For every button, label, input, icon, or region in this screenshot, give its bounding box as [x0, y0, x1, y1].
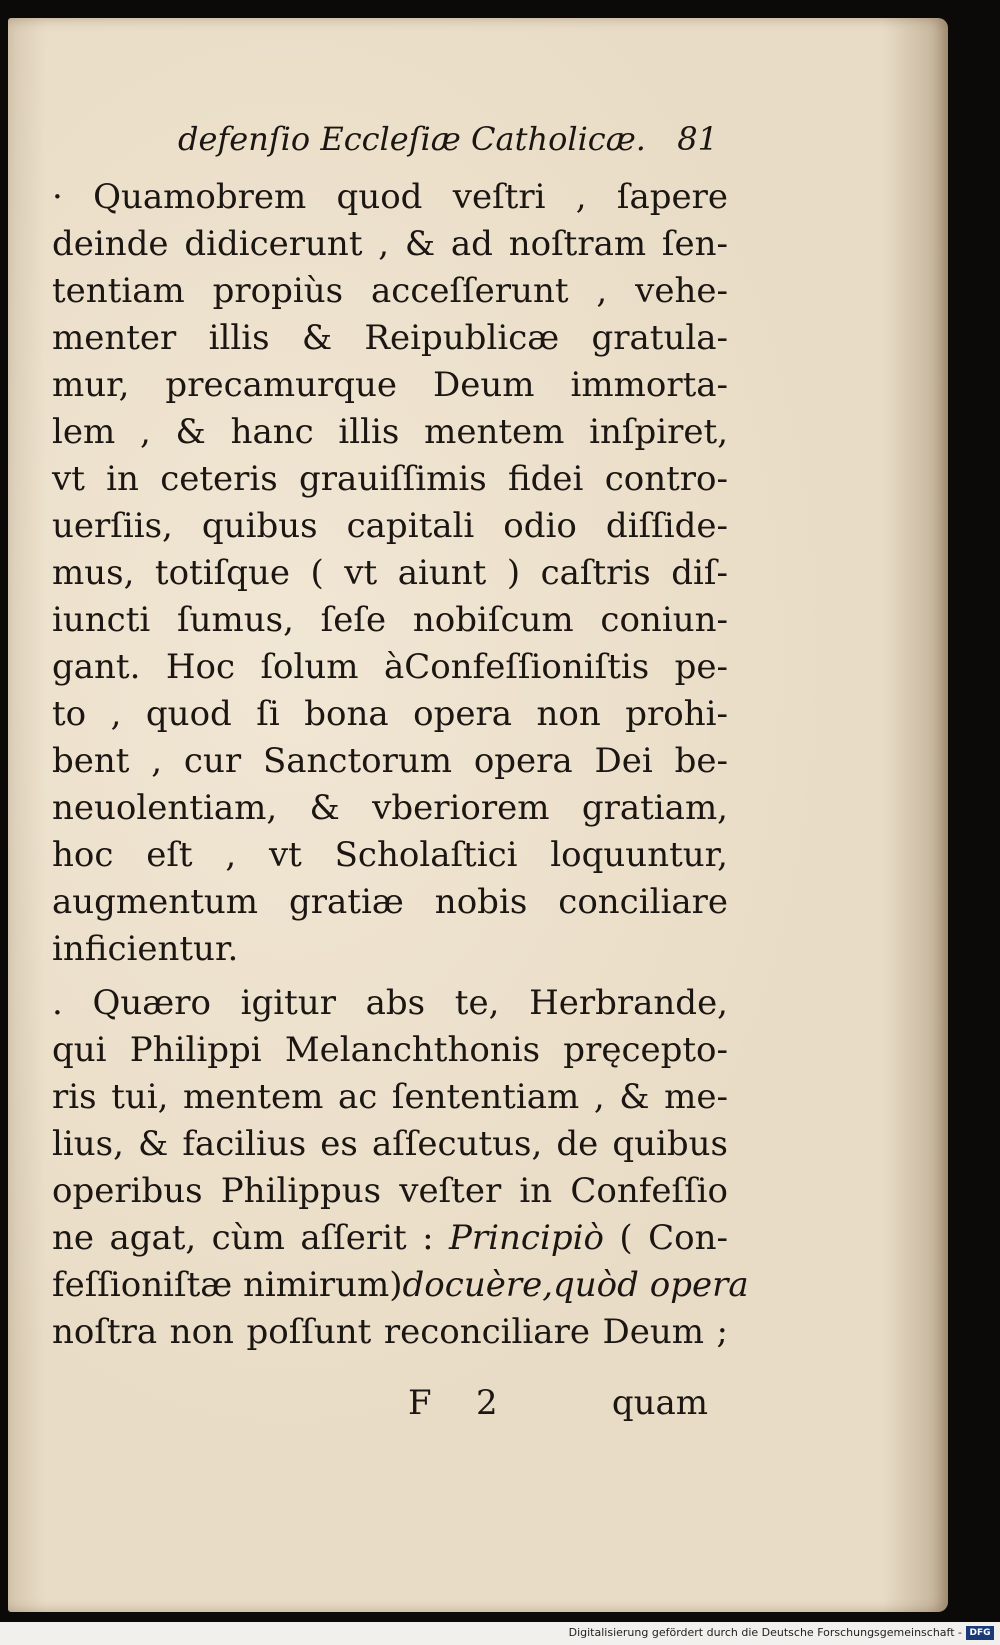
signature-mark: F	[408, 1383, 432, 1423]
catchword: quam	[611, 1383, 708, 1423]
footer-bar	[0, 1622, 1000, 1645]
text-line	[52, 1213, 728, 1263]
text-line: gant. Hoc ſolum àConfeſſioniſtis pe-	[52, 647, 728, 687]
italic-segment: docuère,quòd opera	[402, 1265, 749, 1305]
text-line: neuolentiam, & vberiorem gratiam,	[52, 788, 728, 828]
text-line: bent , cur Sanctorum opera Dei be-	[52, 741, 728, 781]
funding-credit: Digitalisierung gefördert durch die Deutsche Forschungsgemeinschaft -	[568, 1626, 962, 1639]
text-line: deinde didicerunt , & ad noſtram ſen-	[52, 224, 728, 264]
text-line: tentiam propiùs acceſſerunt , vehe-	[52, 271, 728, 311]
text-line: ris tui, mentem ac ſententiam , & me-	[52, 1077, 728, 1117]
text-line: vt in ceteris grauiſſimis fidei contro-	[52, 459, 728, 499]
text-line: lem , & hanc illis mentem inſpiret,	[52, 412, 728, 452]
dfg-logo-icon: DFG	[966, 1626, 994, 1640]
text-line: noſtra non poſſunt reconciliare Deum ;	[52, 1312, 728, 1352]
text-line: to , quod ſi bona opera non prohi-	[52, 694, 728, 734]
text-line: mus, totiſque ( vt aiunt ) caſtris diſ-	[52, 553, 728, 593]
text-line: . Quæro igitur abs te, Herbrande,	[52, 983, 728, 1023]
signature-number: 2	[476, 1383, 498, 1423]
text-line: · Quamobrem quod veſtri , ſapere	[52, 177, 728, 217]
running-title: defenſio Eccleſiæ Catholicæ.	[178, 120, 646, 158]
text-line: menter illis & Reipublicæ gratula-	[52, 318, 728, 358]
text-line: qui Philippi Melanchthonis pręcepto-	[52, 1030, 728, 1070]
text-line: operibus Philippus veſter in Confeſſio	[52, 1171, 728, 1211]
signature-line	[408, 1378, 708, 1428]
text-segment: feſſioniſtæ nimirum)	[52, 1265, 403, 1305]
text-line: hoc eſt , vt Scholaſtici loquuntur,	[52, 835, 728, 875]
text-line	[52, 1260, 749, 1310]
text-line: uerſiis, quibus capitali odio diſſide-	[52, 506, 728, 546]
book-page	[8, 18, 948, 1612]
text-line: lius, & facilius es aſſecutus, de quibus	[52, 1124, 728, 1164]
text-line: iuncti ſumus, ſeſe nobiſcum coniun-	[52, 600, 728, 640]
text-segment: ne agat, cùm aſſerit :	[52, 1218, 434, 1258]
italic-segment: Principiò	[449, 1218, 604, 1258]
text-segment: ( Con-	[619, 1218, 729, 1258]
running-header	[178, 120, 718, 166]
text-line: mur, precamurque Deum immorta-	[52, 365, 728, 405]
folio-number: 81	[677, 120, 718, 158]
text-line: augmentum gratiæ nobis conciliare	[52, 882, 728, 922]
text-line: inficientur.	[52, 929, 239, 969]
